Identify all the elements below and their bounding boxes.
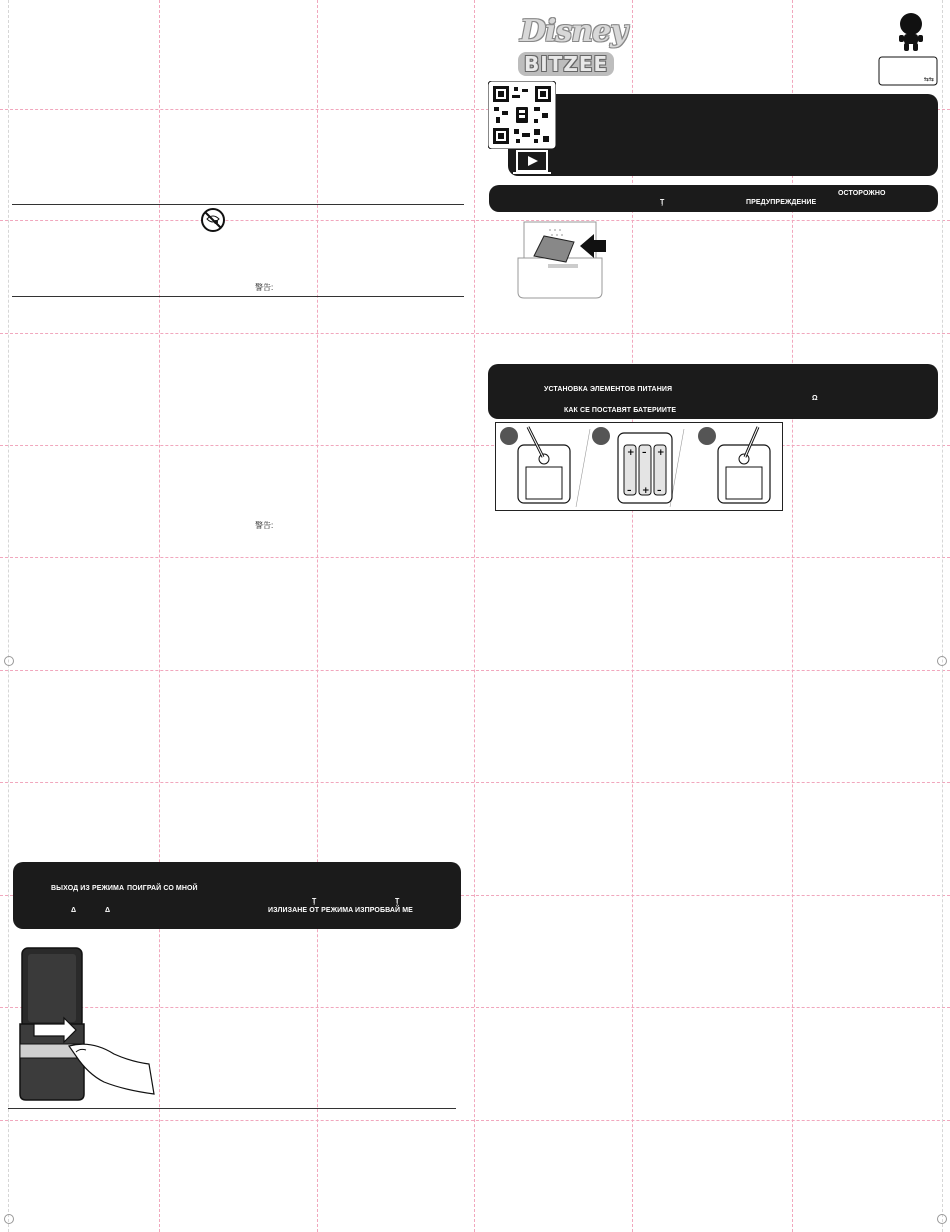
play-with-me-label: ПОИГРАЙ СО МНОЙ	[127, 885, 198, 892]
guide-line-h	[0, 333, 950, 334]
battery-minus-sign: –	[627, 486, 632, 496]
no-mouth-warning-icon	[200, 207, 226, 233]
guide-line-v	[474, 0, 475, 1232]
section-rule	[12, 204, 464, 205]
warning-label: ПРЕДУПРЕЖДЕНИЕ	[746, 199, 817, 206]
guide-line-h	[0, 670, 950, 671]
mode-info-bar	[13, 862, 461, 929]
battery-plus-sign: +	[627, 448, 635, 458]
guide-line-v	[317, 0, 318, 1232]
registration-mark	[937, 656, 947, 666]
warning-icon-label: 警告:	[255, 283, 274, 292]
play-video-icon	[512, 150, 552, 176]
battery-plus-sign: +	[657, 448, 665, 458]
battery-minus-sign: –	[657, 486, 662, 496]
qr-code	[488, 81, 556, 149]
guide-line-h	[0, 557, 950, 558]
install-batteries-ru-label: УСТАНОВКА ЭЛЕМЕНТОВ ПИТАНИЯ	[544, 386, 673, 393]
svg-text:⇆⇆: ⇆⇆	[924, 76, 935, 83]
guide-line-h	[0, 445, 950, 446]
try-me-label: ИЗПРОБВАЙ МЕ	[355, 907, 413, 914]
character-silhouette-icon	[897, 12, 925, 52]
disney-logo: Disney	[520, 14, 627, 49]
exit-mode-label: ВЫХОД ИЗ РЕЖИМА	[51, 885, 125, 892]
guide-line-h	[0, 782, 950, 783]
guide-line-v	[8, 0, 9, 1232]
guide-line-h	[0, 220, 950, 221]
delta-mark: Δ	[71, 907, 77, 914]
warning-bar	[489, 185, 938, 212]
video-info-bar	[508, 94, 938, 176]
guide-line-h	[0, 1120, 950, 1121]
registration-mark	[4, 656, 14, 666]
warning-icon-label: 警告:	[255, 521, 274, 530]
guide-line-v	[942, 0, 943, 1232]
battery-plus-sign: +	[642, 486, 650, 496]
battery-minus-sign: –	[642, 448, 647, 458]
exit-from-mode-label: ИЗЛИЗАНЕ ОТ РЕЖИМА	[268, 907, 354, 914]
section-rule	[12, 296, 464, 297]
battery-install-bar	[488, 364, 938, 419]
device-pull-tab-illustration	[510, 218, 610, 300]
delta-mark: Δ	[105, 907, 111, 914]
section-rule	[8, 1108, 456, 1109]
guide-line-v	[159, 0, 160, 1232]
t-mark: Ţ	[312, 898, 317, 905]
registration-mark	[937, 1214, 947, 1224]
omega-mark: Ω	[812, 395, 818, 402]
bitzee-logo: BITZEE	[518, 52, 614, 76]
t-mark: Ţ	[395, 898, 400, 905]
t-mark: Ţ	[660, 199, 665, 206]
caution-label: ОСТОРОЖНО	[838, 190, 886, 197]
device-slide-switch-illustration	[14, 944, 159, 1104]
install-batteries-bg-label: КАК СЕ ПОСТАВЯТ БАТЕРИИТЕ	[564, 407, 677, 414]
registration-mark	[4, 1214, 14, 1224]
recycle-info-box	[878, 56, 938, 86]
battery-steps-illustration	[496, 423, 781, 509]
